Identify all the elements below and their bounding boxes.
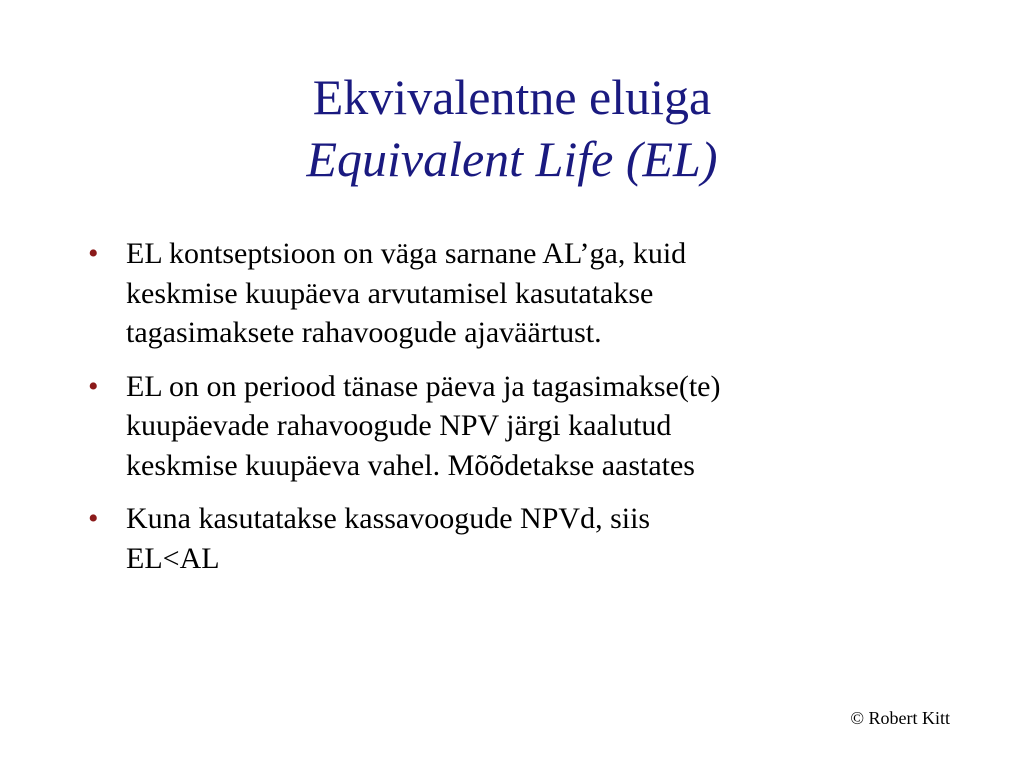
title-main: Ekvivalentne eluiga [312,69,712,125]
bullet-text-line: keskmise kuupäeva vahel. Mõõdetakse aastates [126,448,695,482]
bullet-list [88,234,948,592]
title-subtitle: Equivalent Life (EL) [306,131,718,187]
bullet-item [88,499,948,578]
bullet-text-line: kuupäevade rahavoogude NPV järgi kaalutud [126,409,672,442]
bullet-marker: • [88,369,99,403]
bullet-text-line: Kuna kasutatakse kassavoogude NPVd, siis [126,502,651,535]
bullet-text-line: EL kontseptsioon on väga sarnane AL’ga, kuid [126,237,687,270]
slide-title [0,66,1024,190]
bullet-item [88,367,948,486]
bullet-text-line: EL<AL [126,541,220,575]
bullet-text-line: keskmise kuupäeva arvutamisel kasutatakse [126,276,654,310]
bullet-text-line: EL on on periood tänase päeva ja tagasimakse(te) [126,369,721,403]
bullet-marker: • [88,237,99,270]
copyright-notice: © Robert Kitt [850,708,950,728]
bullet-text-line: tagasimaksete rahavoogude ajaväärtust. [126,316,602,349]
bullet-item [88,234,948,353]
bullet-marker: • [88,502,99,535]
